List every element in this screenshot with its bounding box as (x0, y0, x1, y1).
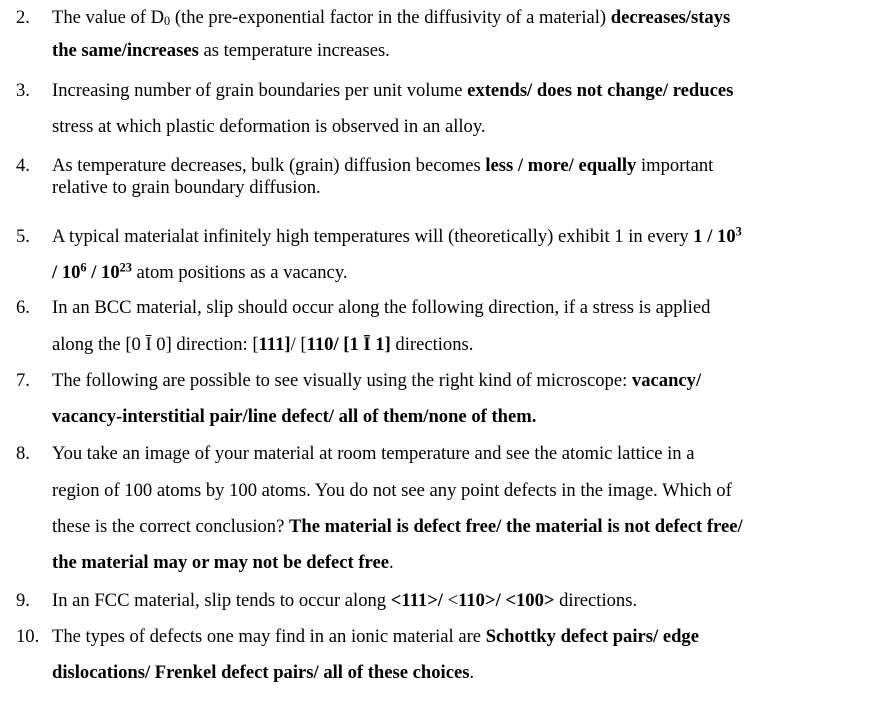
question-line (52, 443, 694, 465)
text-run: these is the correct conclusion? (52, 516, 289, 537)
text-run: The following are possible to see visually using the right kind of microscope: (52, 370, 632, 391)
question-line (52, 7, 730, 29)
question-line (52, 40, 390, 62)
text-run: . (388, 552, 394, 573)
question-line (52, 370, 701, 392)
text-run: directions. (554, 590, 638, 611)
question-line (52, 155, 713, 177)
text-run: As temperature decreases, bulk (grain) diffusion becomes (52, 155, 486, 176)
text-run: < (442, 590, 459, 611)
text-run: Increasing number of grain boundaries per unit volume (52, 80, 468, 101)
answer-options: less / more/ equally (485, 155, 637, 176)
text-run: directions. (390, 334, 474, 355)
answer-options: 110/ [1 Ī 1] (306, 334, 391, 355)
text-run: In an BCC material, slip should occur along the following direction, if a stress is applied (52, 297, 711, 318)
text-run: important (636, 155, 714, 176)
text-run: as temperature increases. (198, 40, 390, 61)
question-line (52, 406, 536, 428)
question-number: 8. (16, 443, 30, 464)
question-line (52, 262, 348, 284)
question-line (52, 480, 732, 502)
answer-options: / 10 (86, 262, 120, 283)
answer-options: The material is defect free/ the material is not defect free/ (288, 516, 743, 537)
text-run: A typical materialat infinitely high temperatures will (theoretically) exhibit 1 in every (52, 226, 694, 247)
question-number: 6. (16, 297, 30, 318)
text-run: . (469, 662, 475, 683)
answer-options: 110>/ <100> (458, 590, 555, 611)
question-number: 2. (16, 7, 30, 28)
answer-options: / 10 (52, 262, 81, 283)
subscript-run: 0 (164, 13, 171, 28)
answer-options: Schottky defect pairs/ edge (485, 626, 699, 647)
question-line (52, 116, 486, 138)
text-run: The types of defects one may find in an ionic material are (52, 626, 486, 647)
question-number: 3. (16, 80, 30, 101)
question-line (52, 80, 733, 102)
question-line (52, 626, 699, 648)
answer-options: vacancy-interstitial pair/line defect/ all of them/none of them. (52, 406, 537, 427)
text-run: In an FCC material, slip tends to occur along (52, 590, 391, 611)
text-run: relative to grain boundary diffusion. (52, 177, 321, 198)
question-line (52, 334, 473, 356)
question-line (52, 226, 742, 248)
question-line (52, 516, 743, 538)
answer-options: 111] (258, 334, 291, 355)
superscript-run: 3 (735, 224, 742, 239)
question-number: 4. (16, 155, 30, 176)
text-run: region of 100 atoms by 100 atoms. You do not see any point defects in the image. Which of (52, 480, 732, 501)
question-line (52, 662, 474, 684)
text-run: You take an image of your material at room temperature and see the atomic lattice in a (52, 443, 695, 464)
answer-options: the same/increases (52, 40, 199, 61)
question-number: 7. (16, 370, 30, 391)
text-run: along the [0 Ī 0] direction: [ (52, 334, 259, 355)
question-line (52, 590, 637, 612)
question-number: 9. (16, 590, 30, 611)
answer-options: <111>/ (390, 590, 443, 611)
question-line (52, 552, 394, 574)
question-line (52, 297, 710, 319)
answer-options: extends/ does not change/ reduces (467, 80, 734, 101)
question-number: 5. (16, 226, 30, 247)
text-run: atom positions as a vacancy. (131, 262, 348, 283)
text-run: (the pre-exponential factor in the diffusivity of a material) (170, 7, 611, 28)
question-line (52, 177, 321, 199)
answer-options: the material may or may not be defect free (52, 552, 389, 573)
superscript-run: 6 (80, 260, 87, 275)
answer-options: decreases/stays (610, 7, 731, 28)
answer-options: dislocations/ Frenkel defect pairs/ all of these choices (52, 662, 470, 683)
answer-options: 1 / 10 (693, 226, 736, 247)
text-run: stress at which plastic deformation is observed in an alloy. (52, 116, 486, 137)
text-run: The value of D (52, 7, 165, 28)
answer-options: vacancy/ (631, 370, 702, 391)
text-run: / [ (290, 334, 307, 355)
superscript-run: 23 (119, 260, 132, 275)
question-number: 10. (16, 626, 40, 647)
